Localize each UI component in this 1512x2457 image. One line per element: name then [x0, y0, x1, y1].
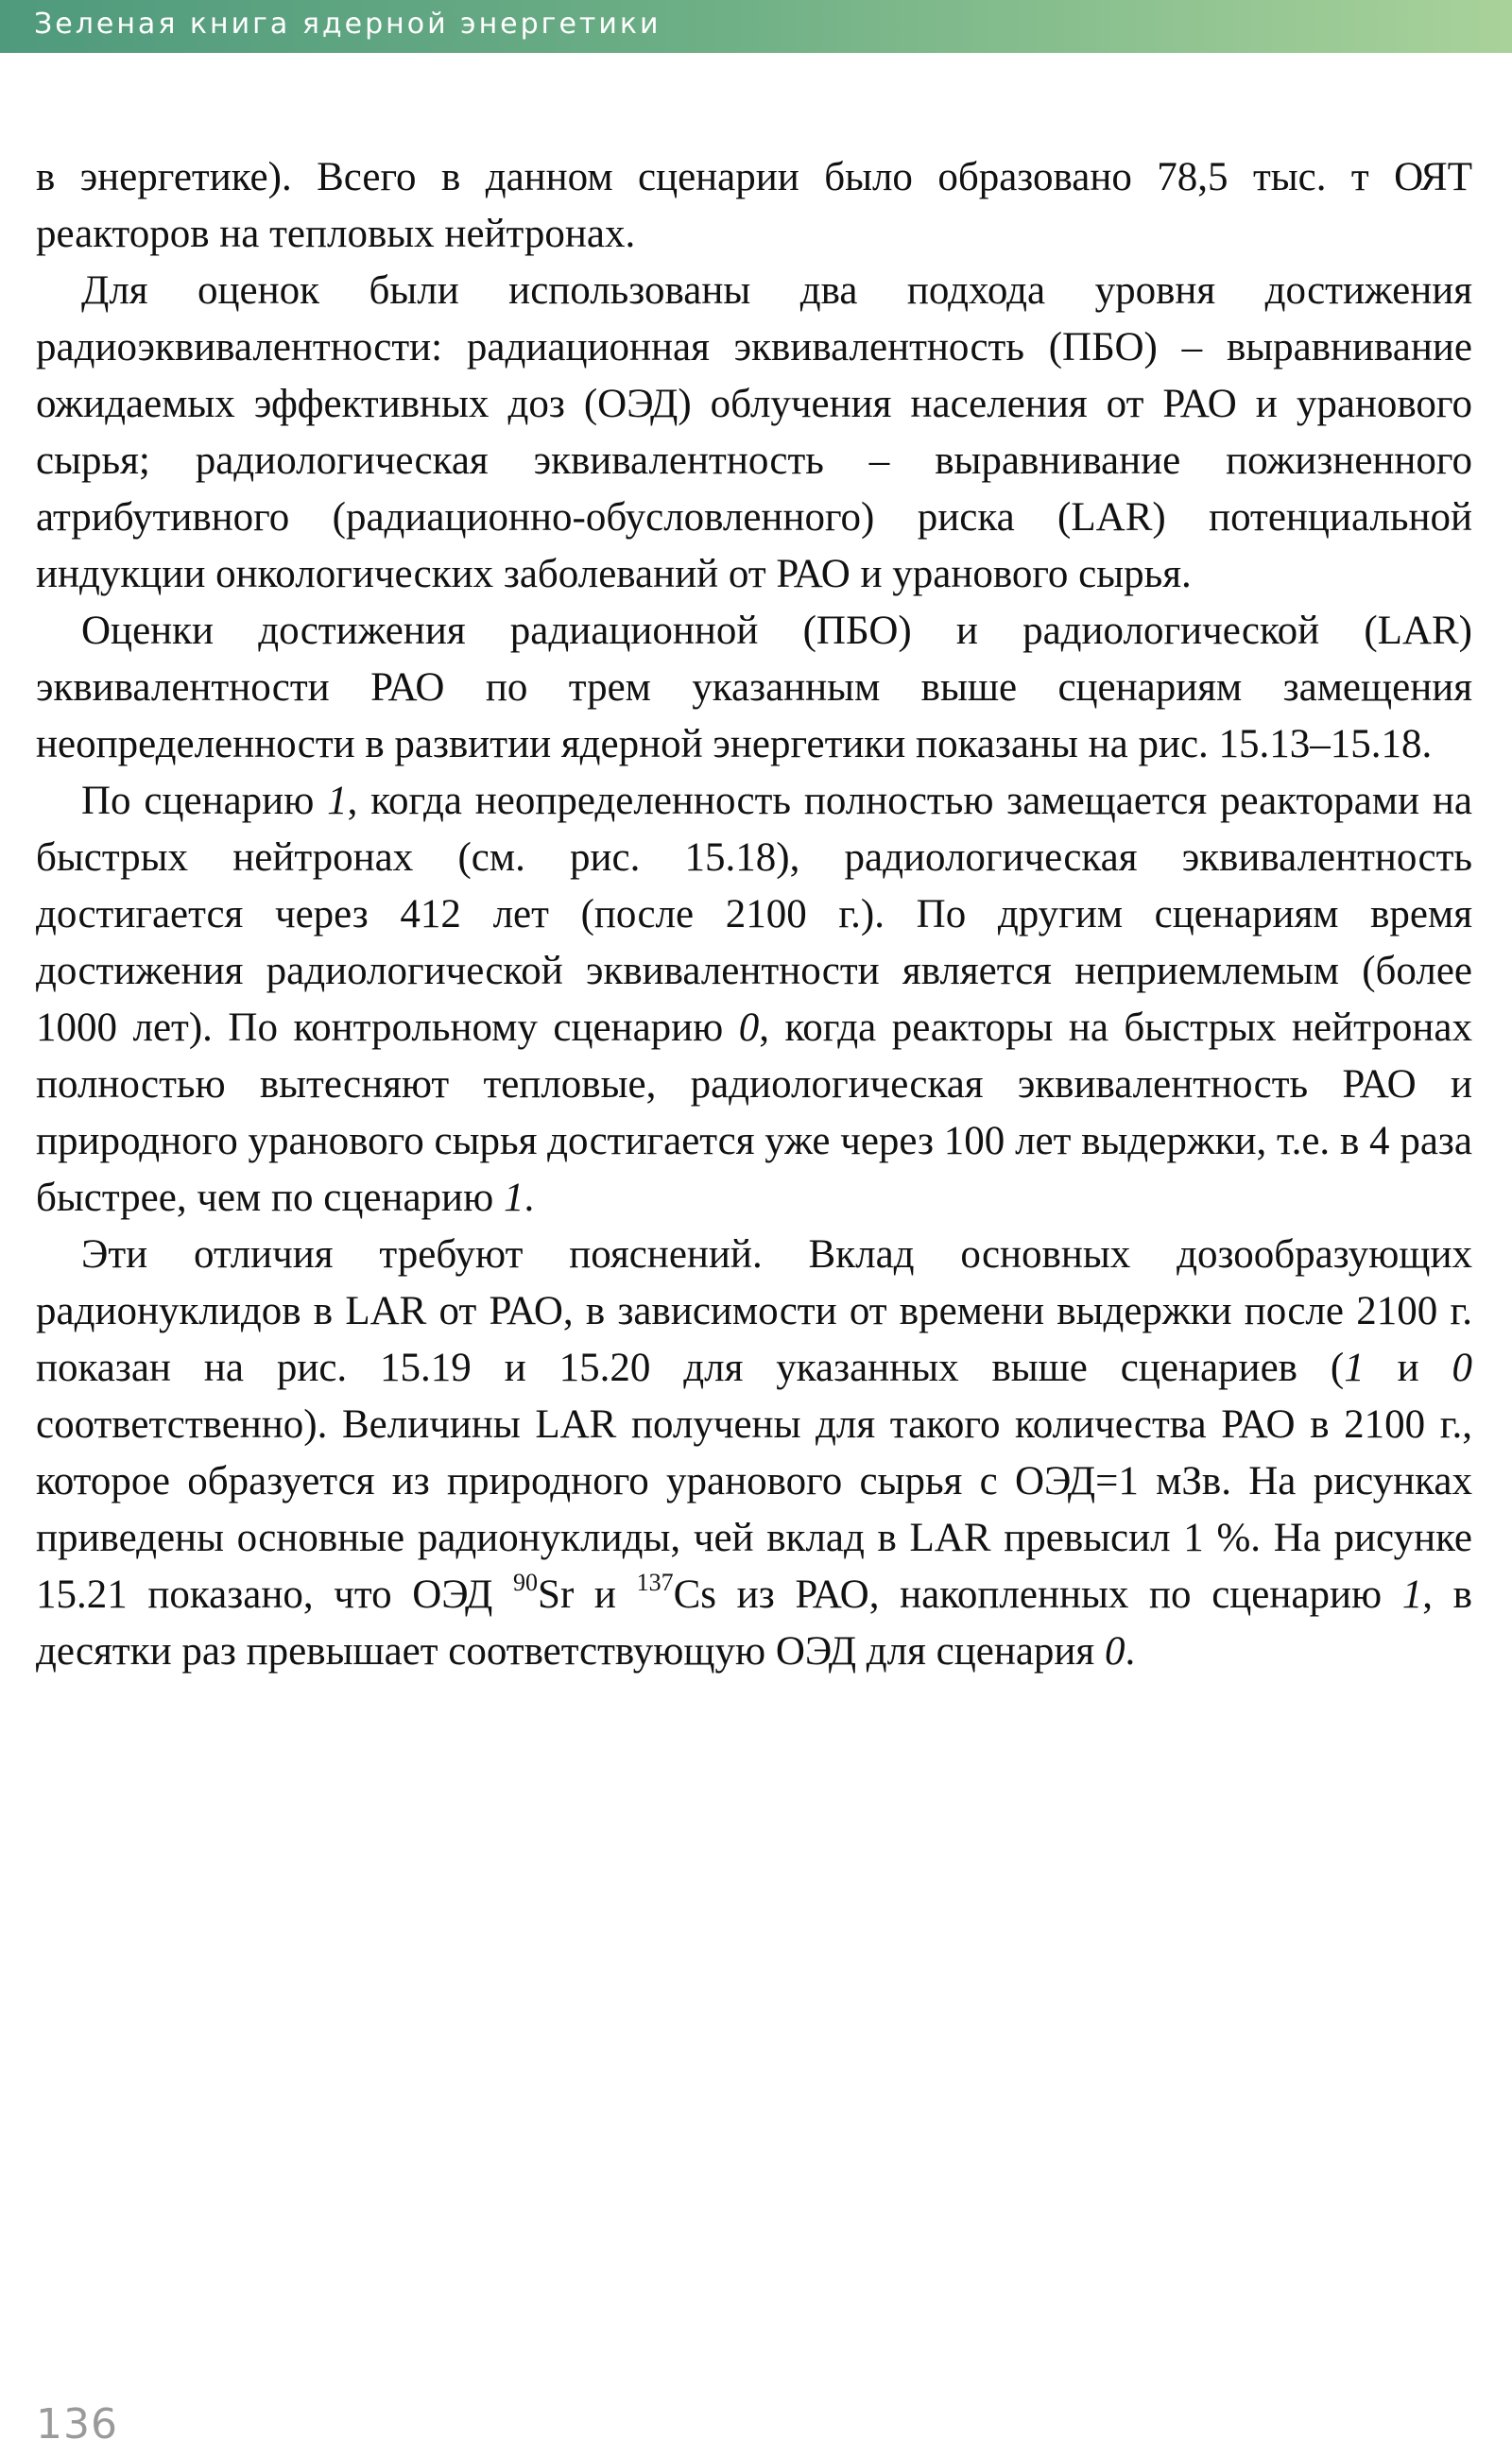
paragraph-3: Оценки достижения радиационной (ПБО) и радиологической (LAR) эквивалентности РАО по трем указанным выше сценариям замещения неопределенности в развитии ядерной энергетики показаны на рис. 15.13–15.18.: [36, 609, 1472, 766]
text-run: соответственно). Величины LAR получены для такого количества РАО в 2100 г., которое образуется из природного уранового сырья с ОЭД=1 мЗв. На рисунках приведены основные радионуклиды, чей вклад в LAR превысил 1 %. На рисунке 15.21 показано, что ОЭД: [36, 1402, 1472, 1617]
paragraph-2: Для оценок были использованы два подхода уровня достижения радиоэквивалентности: радиационная эквивалентность (ПБО) – выравнивание ожидаемых эффективных доз (ОЭД) облучения населения от РАО и уранового сырья; радиологическая эквивалентность – выравнивание пожизненного атрибутивного (радиационно-обусловленного) риска (LAR) потенциальной индукции онкологических заболеваний от РАО и уранового сырья.: [36, 268, 1472, 596]
text-run: Cs из РАО, накопленных по сценарию: [673, 1572, 1402, 1617]
paragraph-5: [36, 1227, 1472, 1680]
isotope-mass-number: 137: [636, 1569, 674, 1596]
page-number: 136: [36, 2400, 118, 2448]
scenario-number: 0: [738, 1005, 760, 1050]
paragraph-4: [36, 773, 1472, 1227]
text-run: Sr и: [538, 1572, 637, 1617]
text-run: , когда неопределенность полностью замещается реакторами на быстрых нейтронах (см. рис. 15.18), радиологическая эквивалентность достигается через 412 лет (после 2100 г.). По другим сценариям время достижения радиологической эквивалентности является неприемлемым (более 1000 лет). По контрольному сценарию: [36, 779, 1472, 1050]
isotope-mass-number: 90: [513, 1569, 539, 1596]
scenario-number: 0: [1452, 1346, 1472, 1390]
text-run: .: [524, 1176, 535, 1220]
text-run: , в десятки раз превышает соответствующую ОЭД для сценария: [36, 1572, 1472, 1674]
scenario-number: 1: [327, 779, 348, 823]
text-run: и: [1364, 1346, 1452, 1390]
scenario-number: 1: [1401, 1572, 1423, 1617]
paragraph-1: в энергетике). Всего в данном сценарии было образовано 78,5 тыс. т ОЯТ реакторов на тепловых нейтронах.: [36, 155, 1472, 256]
text-run: .: [1125, 1629, 1136, 1674]
text-run: Эти отличия требуют пояснений. Вклад основных дозообразующих радионуклидов в LAR от РАО, в зависимости от времени выдержки после 2100 г. показан на рис. 15.19 и 15.20 для указанных выше сценариев (: [36, 1232, 1472, 1390]
scenario-number: 1: [1344, 1346, 1365, 1390]
text-run: По сценарию: [81, 779, 328, 823]
text-run: , когда реакторы на быстрых нейтронах полностью вытесняют тепловые, радиологическая эквивалентность РАО и природного уранового сырья достигается уже через 100 лет выдержки, т.е. в 4 раза быстрее, чем по сценарию: [36, 1005, 1472, 1220]
body-text: [36, 149, 1472, 1680]
scenario-number: 1: [503, 1176, 524, 1220]
scenario-number: 0: [1104, 1629, 1125, 1674]
header-band: [0, 0, 1512, 53]
running-header-title: Зеленая книга ядерной энергетики: [34, 8, 662, 41]
